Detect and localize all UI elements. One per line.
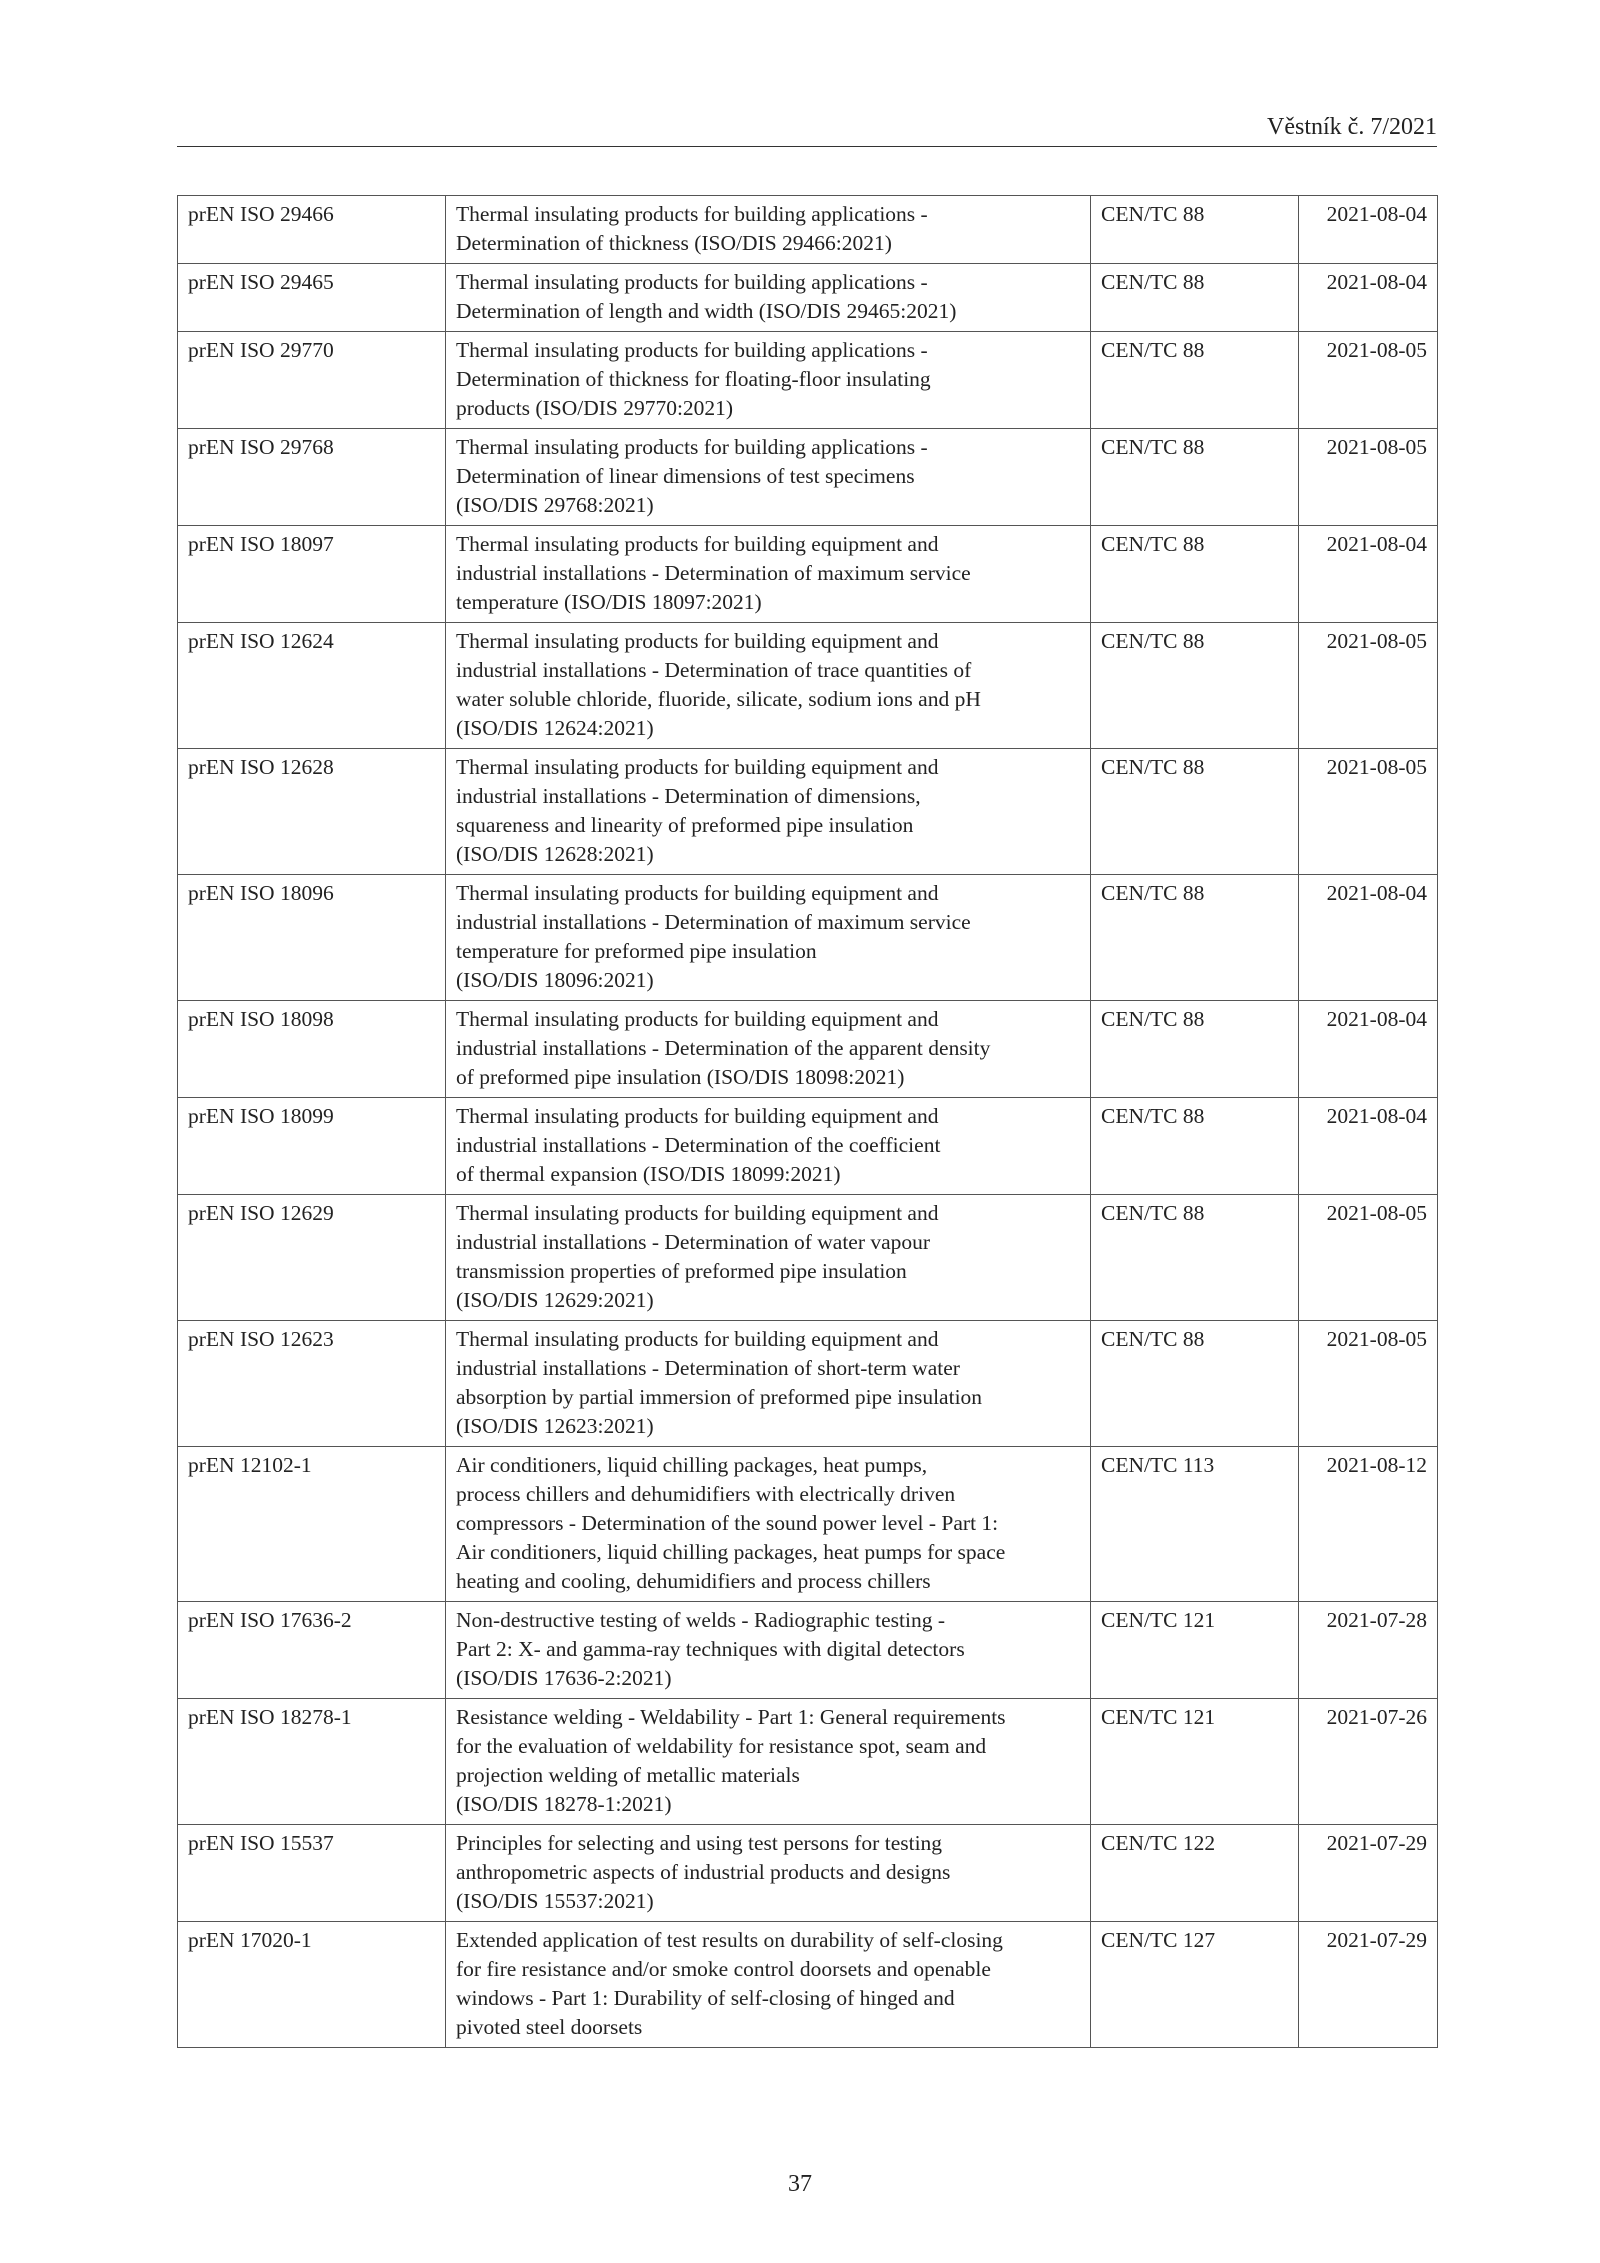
table-row <box>178 1195 1438 1321</box>
committee-cell: CEN/TC 127 <box>1091 1922 1299 2048</box>
standard-code-cell: prEN ISO 29770 <box>178 332 446 429</box>
standard-title-cell: Resistance welding - Weldability - Part 1: General requirements for the evaluation of weldability for resistance spot, seam and projection welding of metallic materials (ISO/DIS 18278-1:2021) <box>446 1699 1091 1825</box>
standard-title-cell: Thermal insulating products for building equipment and industrial installations - Determination of the apparent density of preformed pipe insulation (ISO/DIS 18098:2021) <box>446 1001 1091 1098</box>
standards-table-body <box>178 196 1438 2048</box>
standard-title-cell: Thermal insulating products for building applications - Determination of linear dimensions of test specimens (ISO/DIS 29768:2021) <box>446 429 1091 526</box>
standard-code-cell: prEN ISO 12623 <box>178 1321 446 1447</box>
date-cell: 2021-08-05 <box>1299 1321 1438 1447</box>
standard-code-cell: prEN ISO 29465 <box>178 264 446 332</box>
committee-cell: CEN/TC 121 <box>1091 1602 1299 1699</box>
committee-cell: CEN/TC 122 <box>1091 1825 1299 1922</box>
page-number: 37 <box>788 2171 812 2197</box>
table-row <box>178 1321 1438 1447</box>
table-row <box>178 623 1438 749</box>
standard-title-cell: Thermal insulating products for building equipment and industrial installations - Determination of short-term water absorption by partial immersion of preformed pipe insulation (ISO/DIS 12623:2021) <box>446 1321 1091 1447</box>
date-cell: 2021-08-05 <box>1299 749 1438 875</box>
committee-cell: CEN/TC 88 <box>1091 332 1299 429</box>
bulletin-title: Věstník č. 7/2021 <box>1267 114 1437 140</box>
date-cell: 2021-08-05 <box>1299 429 1438 526</box>
date-cell: 2021-08-04 <box>1299 875 1438 1001</box>
standard-title-cell: Thermal insulating products for building equipment and industrial installations - Determination of the coefficient of thermal expansion (ISO/DIS 18099:2021) <box>446 1098 1091 1195</box>
committee-cell: CEN/TC 88 <box>1091 264 1299 332</box>
standard-code-cell: prEN ISO 17636-2 <box>178 1602 446 1699</box>
date-cell: 2021-08-04 <box>1299 196 1438 264</box>
committee-cell: CEN/TC 88 <box>1091 1001 1299 1098</box>
date-cell: 2021-07-29 <box>1299 1825 1438 1922</box>
standard-code-cell: prEN ISO 29768 <box>178 429 446 526</box>
committee-cell: CEN/TC 88 <box>1091 526 1299 623</box>
table-row <box>178 1098 1438 1195</box>
table-row <box>178 526 1438 623</box>
date-cell: 2021-07-28 <box>1299 1602 1438 1699</box>
standard-code-cell: prEN ISO 18099 <box>178 1098 446 1195</box>
table-row <box>178 1001 1438 1098</box>
standard-code-cell: prEN ISO 18098 <box>178 1001 446 1098</box>
standard-code-cell: prEN ISO 12624 <box>178 623 446 749</box>
standard-title-cell: Principles for selecting and using test persons for testing anthropometric aspects of industrial products and designs (ISO/DIS 15537:2021) <box>446 1825 1091 1922</box>
standard-code-cell: prEN ISO 18096 <box>178 875 446 1001</box>
standard-title-cell: Thermal insulating products for building applications - Determination of thickness for floating-floor insulating products (ISO/DIS 29770:2021) <box>446 332 1091 429</box>
committee-cell: CEN/TC 88 <box>1091 749 1299 875</box>
committee-cell: CEN/TC 121 <box>1091 1699 1299 1825</box>
committee-cell: CEN/TC 88 <box>1091 1321 1299 1447</box>
standard-code-cell: prEN 17020-1 <box>178 1922 446 2048</box>
date-cell: 2021-08-04 <box>1299 1001 1438 1098</box>
table-row <box>178 1922 1438 2048</box>
committee-cell: CEN/TC 113 <box>1091 1447 1299 1602</box>
standard-code-cell: prEN ISO 12628 <box>178 749 446 875</box>
page-header <box>177 113 1437 147</box>
committee-cell: CEN/TC 88 <box>1091 1195 1299 1321</box>
standard-title-cell: Non-destructive testing of welds - Radiographic testing - Part 2: X- and gamma-ray techniques with digital detectors (ISO/DIS 17636-2:2021) <box>446 1602 1091 1699</box>
table-row <box>178 429 1438 526</box>
table-row <box>178 1699 1438 1825</box>
standards-table <box>177 195 1438 2048</box>
date-cell: 2021-07-29 <box>1299 1922 1438 2048</box>
standard-code-cell: prEN ISO 18097 <box>178 526 446 623</box>
standard-title-cell: Thermal insulating products for building equipment and industrial installations - Determination of maximum service temperature (ISO/DIS 18097:2021) <box>446 526 1091 623</box>
standard-title-cell: Thermal insulating products for building equipment and industrial installations - Determination of water vapour transmission properties of preformed pipe insulation (ISO/DIS 12629:2021) <box>446 1195 1091 1321</box>
date-cell: 2021-08-04 <box>1299 1098 1438 1195</box>
date-cell: 2021-07-26 <box>1299 1699 1438 1825</box>
standard-title-cell: Thermal insulating products for building equipment and industrial installations - Determination of dimensions, squareness and linearity of preformed pipe insulation (ISO/DIS 12628:2021) <box>446 749 1091 875</box>
date-cell: 2021-08-05 <box>1299 623 1438 749</box>
committee-cell: CEN/TC 88 <box>1091 1098 1299 1195</box>
date-cell: 2021-08-12 <box>1299 1447 1438 1602</box>
table-row <box>178 875 1438 1001</box>
standard-code-cell: prEN ISO 18278-1 <box>178 1699 446 1825</box>
standard-title-cell: Thermal insulating products for building equipment and industrial installations - Determination of trace quantities of water soluble chloride, fluoride, silicate, sodium ions and pH (ISO/DIS 12624:2021) <box>446 623 1091 749</box>
table-row <box>178 1825 1438 1922</box>
table-row <box>178 196 1438 264</box>
committee-cell: CEN/TC 88 <box>1091 875 1299 1001</box>
standard-code-cell: prEN ISO 12629 <box>178 1195 446 1321</box>
date-cell: 2021-08-05 <box>1299 332 1438 429</box>
standard-code-cell: prEN 12102-1 <box>178 1447 446 1602</box>
table-row <box>178 749 1438 875</box>
date-cell: 2021-08-05 <box>1299 1195 1438 1321</box>
standard-code-cell: prEN ISO 29466 <box>178 196 446 264</box>
date-cell: 2021-08-04 <box>1299 264 1438 332</box>
standard-title-cell: Thermal insulating products for building applications - Determination of thickness (ISO/DIS 29466:2021) <box>446 196 1091 264</box>
standard-title-cell: Air conditioners, liquid chilling packages, heat pumps, process chillers and dehumidifiers with electrically driven compressors - Determination of the sound power level - Part 1: Air conditioners, liquid chilling packages, heat pumps for space heating and cooling, dehumidifiers and process chillers <box>446 1447 1091 1602</box>
standard-title-cell: Thermal insulating products for building applications - Determination of length and width (ISO/DIS 29465:2021) <box>446 264 1091 332</box>
committee-cell: CEN/TC 88 <box>1091 196 1299 264</box>
committee-cell: CEN/TC 88 <box>1091 429 1299 526</box>
committee-cell: CEN/TC 88 <box>1091 623 1299 749</box>
table-row <box>178 1447 1438 1602</box>
standard-title-cell: Extended application of test results on durability of self-closing for fire resistance and/or smoke control doorsets and openable windows - Part 1: Durability of self-closing of hinged and pivoted steel doorsets <box>446 1922 1091 2048</box>
standard-title-cell: Thermal insulating products for building equipment and industrial installations - Determination of maximum service temperature for preformed pipe insulation (ISO/DIS 18096:2021) <box>446 875 1091 1001</box>
table-row <box>178 1602 1438 1699</box>
table-row <box>178 264 1438 332</box>
standard-code-cell: prEN ISO 15537 <box>178 1825 446 1922</box>
table-row <box>178 332 1438 429</box>
date-cell: 2021-08-04 <box>1299 526 1438 623</box>
